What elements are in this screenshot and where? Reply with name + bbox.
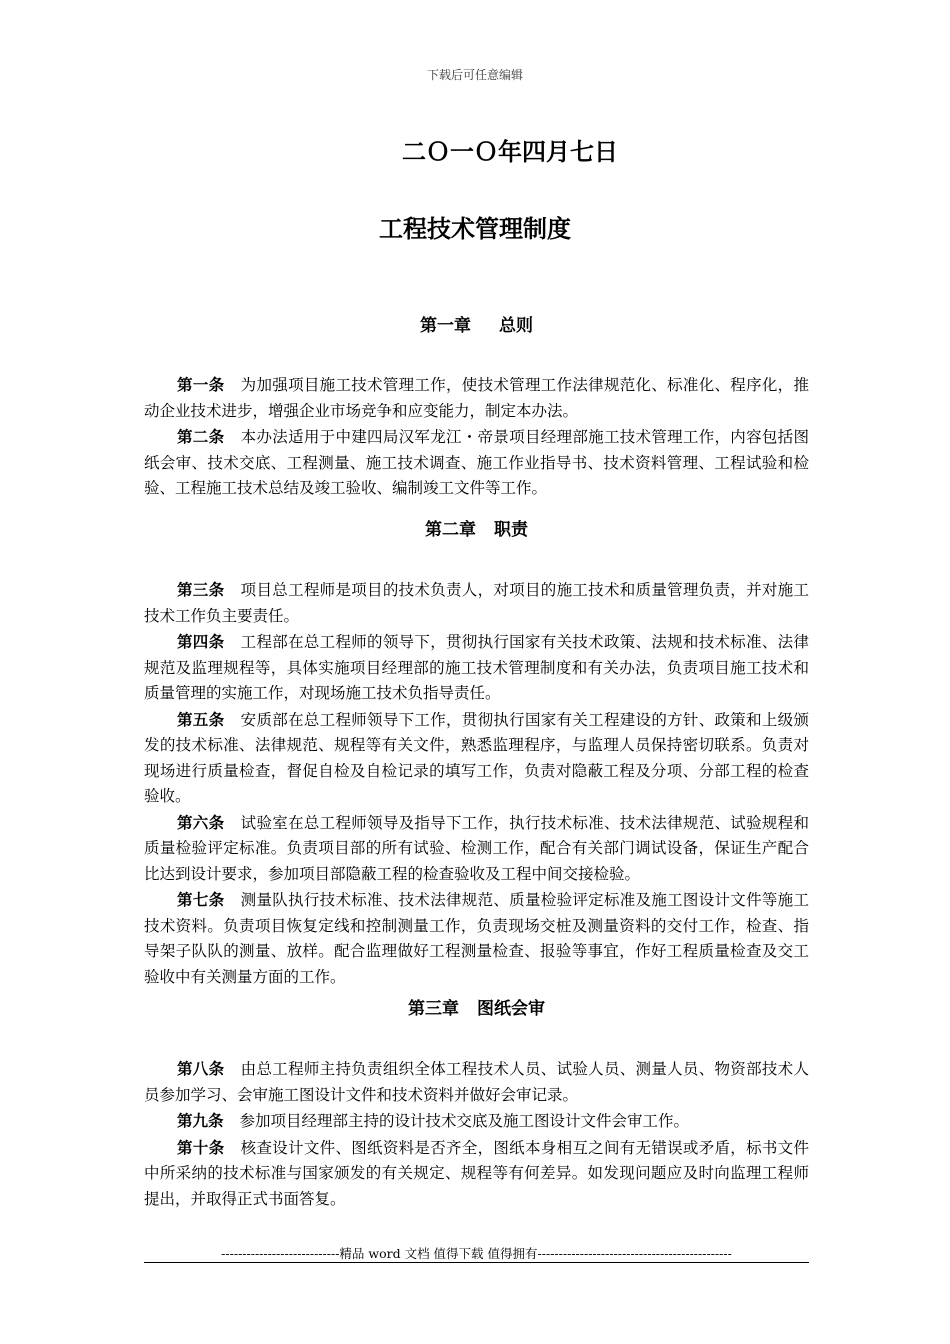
article-paragraph [144,707,809,810]
article-paragraph [144,1135,809,1213]
article-paragraph [144,810,809,888]
chapter-heading [144,996,809,1022]
chapter-3-section [144,996,809,1022]
article-text: 工程部在总工程师的领导下，贯彻执行国家有关技术政策、法规和技术标准、法律规范及监理规程等，具体实施项目经理部的施工技术管理制度和有关办法，负责项目施工技术和质量管理的实施工作，对现场施工技术负指导责任。 [144,633,809,702]
chapter-number: 第三章 [408,999,459,1019]
chapter-name: 总则 [499,316,533,336]
article-text: 项目总工程师是项目的技术负责人，对项目的施工技术和质量管理负责，并对施工技术工作负主要责任。 [144,581,809,625]
chapter-1-articles [144,372,809,502]
article-text: 核查设计文件、图纸资料是否齐全，图纸本身相互之间有无错误或矛盾，标书文件中所采纳的技术标准与国家颁发的有关规定、规程等有何差异。如发现问题应及时向监理工程师提出，并取得正式书面答复。 [144,1138,809,1208]
article-paragraph [144,629,809,707]
chapter-number: 第一章 [420,316,471,336]
article-label: 第五条 [177,709,225,729]
article-label: 第二条 [177,427,225,446]
article-label: 第十条 [177,1137,225,1157]
header-note: 下载后可任意编辑 [426,68,523,82]
article-text: 安质部在总工程师领导下工作，贯彻执行国家有关工程建设的方针、政策和上级颁发的技术标准、法律规范、规程等有关文件，熟悉监理程序，与监理人员保持密切联系。负责对现场进行质量检查，督促自检及自检记录的填写工作，负责对隐蔽工程及分项、分部工程的检查验收。 [144,710,809,805]
article-label: 第八条 [177,1059,225,1078]
chapter-2-articles [144,577,809,990]
article-label: 第七条 [177,890,225,909]
chapter-3-articles [144,1056,809,1212]
chapter-1-section [144,313,809,339]
footer-divider [144,1262,809,1263]
article-text: 由总工程师主持负责组织全体工程技术人员、试验人员、测量人员、物资部技术人员参加学习、会审施工图设计文件和技术资料并做好会审记录。 [144,1060,809,1104]
chapter-heading [144,517,809,543]
article-paragraph [144,887,809,990]
article-label: 第一条 [177,375,225,394]
document-title: 工程技术管理制度 [379,214,571,243]
footer-text: ----------------------------精品 word 文档 值得下载 值得拥有---------------------------------------------- [221,1246,732,1261]
article-text: 试验室在总工程师领导及指导下工作，执行技术标准、技术法律规范、试验规程和质量检验评定标准。负责项目部的所有试验、检测工作，配合有关部门调试设备，保证生产配合比达到设计要求，参加项目部隐蔽工程的检查验收及工程中间交接检验。 [144,813,809,883]
article-label: 第六条 [177,812,225,832]
article-paragraph [144,1056,809,1108]
article-text: 本办法适用于中建四局汉军龙江・帝景项目经理部施工技术管理工作，内容包括图纸会审、技术交底、工程测量、施工技术调查、施工作业指导书、技术资料管理、工程试验和检验、工程施工技术总结及竣工验收、编制竣工文件等工作。 [144,428,809,497]
article-text: 为加强项目施工技术管理工作，使技术管理工作法律规范化、标准化、程序化，推动企业技术进步，增强企业市场竞争和应变能力，制定本办法。 [144,376,809,420]
chapter-2-section [144,517,809,543]
article-text: 测量队执行技术标准、技术法律规范、质量检验评定标准及施工图设计文件等施工技术资料。负责项目恢复定线和控制测量工作，负责现场交桩及测量资料的交付工作，检查、指导架子队队的测量、放样。配合监理做好工程测量检查、报验等事宜，作好工程质量检查及交工验收中有关测量方面的工作。 [144,891,809,986]
date-line: 二Ｏ一Ｏ年四月七日 [402,137,618,166]
article-text: 参加项目经理部主持的设计技术交底及施工图设计文件会审工作。 [239,1112,690,1130]
chapter-number: 第二章 [425,520,476,540]
chapter-heading [144,313,809,339]
chapter-name: 图纸会审 [477,999,545,1019]
article-label: 第四条 [177,632,225,651]
article-paragraph [144,372,809,424]
article-paragraph [144,577,809,629]
article-label: 第三条 [177,580,225,599]
article-label: 第九条 [177,1111,224,1130]
article-paragraph [144,424,809,502]
chapter-name: 职责 [494,520,528,540]
article-paragraph [144,1108,809,1135]
